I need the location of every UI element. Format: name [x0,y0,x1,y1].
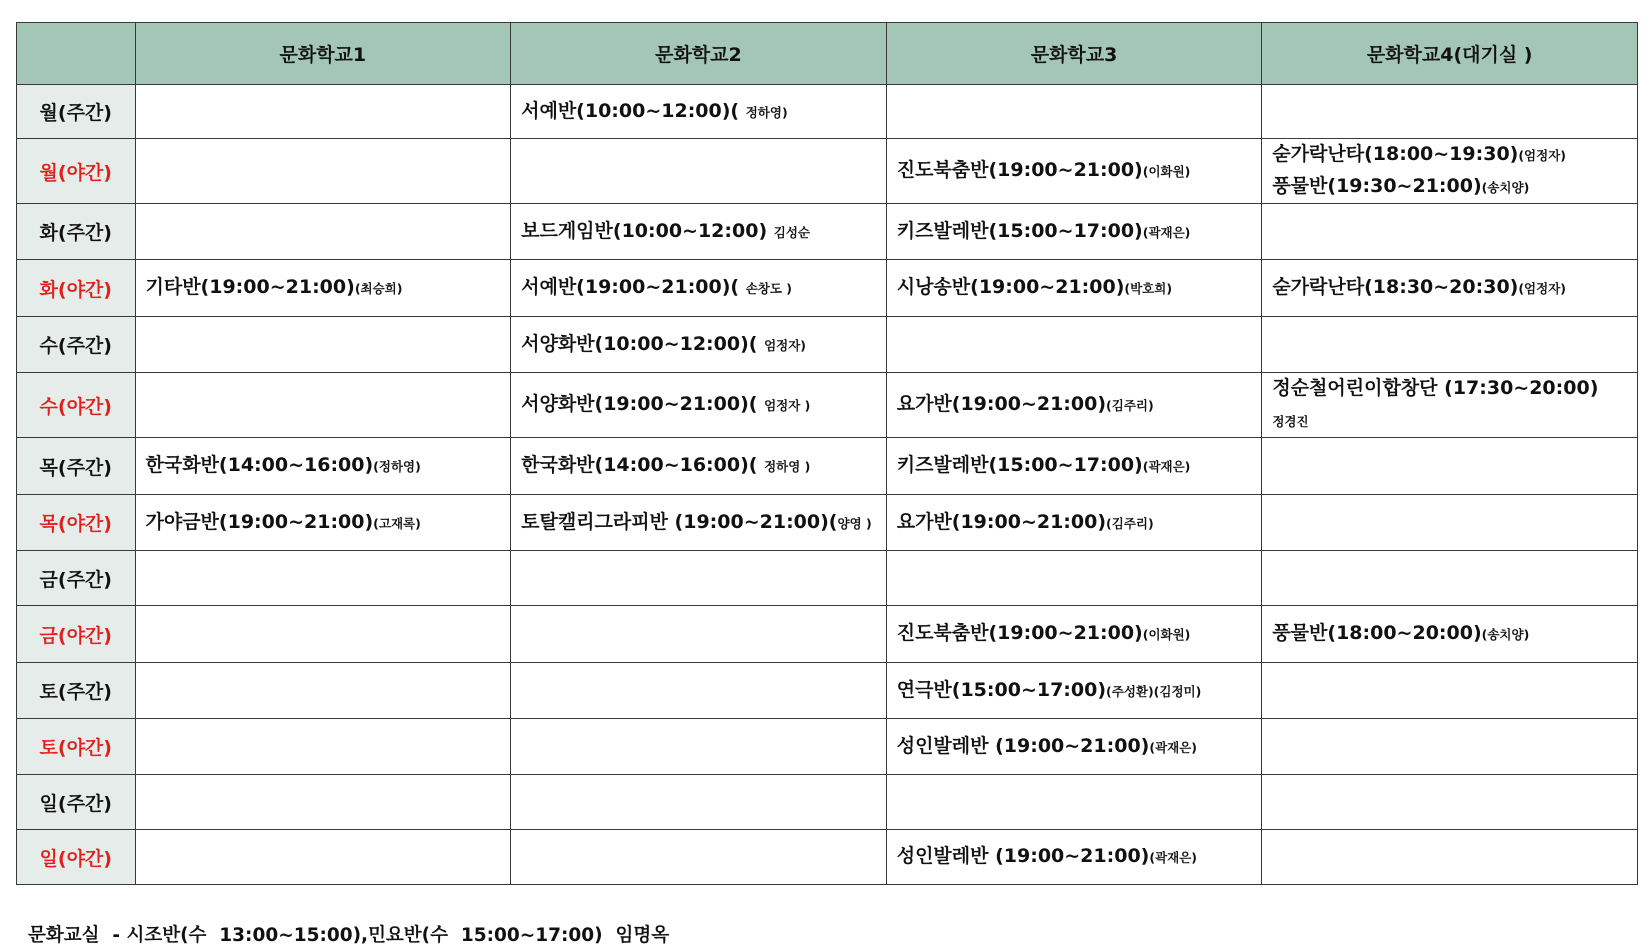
instructor-name: 양영 ) [837,515,872,531]
class-name-time: 기타반(19:00~21:00) [145,276,355,298]
class-cell-school-2 [511,317,887,373]
class-entry [1272,171,1627,203]
class-name-time: 서예반(10:00~12:00)( [521,99,746,122]
class-cell-school-2 [511,551,887,606]
class-cell-school-1 [135,830,511,885]
class-cell-school-2 [511,775,887,830]
class-cell-school-1 [135,606,511,663]
class-cell-school-2 [511,204,887,260]
table-row [17,373,1638,438]
class-name-time: 시낭송반(19:00~21:00) [896,276,1125,298]
class-cell-school-1 [135,438,511,495]
header-school-2: 문화학교2 [511,23,887,85]
class-name-time: 서양화반(19:00~21:00)( [521,393,765,415]
class-cell-school-3 [886,551,1262,606]
instructor-name: (엄정자) [1518,148,1566,163]
class-entry [897,731,1252,763]
class-cell-school-1 [135,373,511,438]
instructor-name: 엄정자) [764,337,807,353]
day-label: 금(야간) [17,606,136,663]
day-label: 토(야간) [17,719,136,775]
class-cell-school-3 [886,85,1262,139]
class-name-time: 진도북춤반(19:00~21:00) [896,159,1143,181]
class-name-time: 진도북춤반(19:00~21:00) [896,622,1143,644]
class-cell-school-2 [511,373,887,438]
class-name-time: 정순철어린이합창단 (17:30~20:00) [1272,377,1599,399]
class-entry [897,841,1252,873]
schedule-table [16,22,1638,885]
class-name-time: 숟가락난타(18:00~19:30) [1272,143,1519,165]
instructor-name: 엄정자 ) [764,398,811,413]
class-cell-school-1 [135,719,511,775]
class-cell-school-3 [886,438,1262,495]
day-label: 토(주간) [17,663,136,719]
class-name-time: 한국화반(14:00~16:00)( [521,454,765,476]
class-name-time: 요가반(19:00~21:00) [896,393,1107,415]
class-name-time: 풍물반(18:00~20:00) [1272,622,1482,644]
day-label: 금(주간) [17,551,136,606]
table-row [17,85,1638,139]
class-cell-school-3 [886,204,1262,260]
class-cell-school-1 [135,317,511,373]
instructor-name: (곽재은) [1149,739,1198,755]
class-cell-school-2 [511,85,887,139]
class-cell-school-2 [511,830,887,885]
day-label: 목(야간) [17,495,136,551]
class-entry [521,216,876,248]
instructor-name: (곽재은) [1149,850,1198,865]
class-entry [897,675,1252,707]
instructor-name: (주성환)(김정미) [1106,683,1202,699]
class-name-time: 성인발레반 (19:00~21:00) [896,734,1150,757]
class-name-time: 토탈캘리그라피반 (19:00~21:00)( [521,510,838,533]
class-cell-school-1 [135,551,511,606]
class-cell-school-1 [135,85,511,139]
class-entry [521,389,876,421]
class-entry [1272,618,1627,650]
class-cell-school-1 [135,204,511,260]
class-entry [1272,139,1627,171]
table-row [17,495,1638,551]
table-row [17,204,1638,260]
table-row [17,139,1638,204]
class-cell-school-4 [1262,260,1638,317]
day-label: 수(주간) [17,317,136,373]
class-cell-school-4 [1262,139,1638,204]
header-school-3: 문화학교3 [886,23,1262,85]
class-cell-school-1 [135,139,511,204]
table-row [17,260,1638,317]
class-name-time: 풍물반(19:30~21:00) [1272,175,1482,197]
day-label: 일(야간) [17,830,136,885]
class-cell-school-3 [886,663,1262,719]
table-row [17,438,1638,495]
class-cell-school-3 [886,139,1262,204]
class-name-time: 성인발레반 (19:00~21:00) [896,845,1150,867]
class-cell-school-3 [886,719,1262,775]
class-cell-school-2 [511,495,887,551]
class-entry [897,155,1252,187]
class-cell-school-2 [511,438,887,495]
schedule-body [17,85,1638,885]
class-entry [521,450,876,482]
class-name-time: 한국화반(14:00~16:00) [145,454,374,476]
table-row [17,663,1638,719]
class-entry [1272,405,1627,437]
day-label: 월(주간) [17,85,136,139]
class-entry [897,618,1252,650]
class-cell-school-4 [1262,317,1638,373]
class-entry [146,450,501,482]
table-row [17,830,1638,885]
class-cell-school-4 [1262,85,1638,139]
class-cell-school-4 [1262,495,1638,551]
table-row [17,317,1638,373]
table-row [17,719,1638,775]
class-cell-school-3 [886,830,1262,885]
instructor-name: 손창도 ) [745,281,793,296]
class-name-time: 키즈발레반(15:00~17:00) [896,454,1143,476]
instructor-name: (송치양) [1481,180,1530,195]
class-entry [1272,272,1627,304]
class-entry [521,507,876,539]
class-cell-school-3 [886,495,1262,551]
footer-note: 문화교실 - 시조반(수 13:00~15:00),민요반(수 15:00~17:00) 임명옥 [28,925,670,946]
corner-cell [17,23,136,85]
class-entry [521,96,876,128]
class-cell-school-4 [1262,775,1638,830]
instructor-name: (이화원) [1142,164,1191,179]
instructor-name: (고재록) [373,515,421,531]
instructor-name: (곽재은) [1142,459,1191,474]
class-cell-school-4 [1262,606,1638,663]
class-cell-school-2 [511,719,887,775]
class-cell-school-3 [886,317,1262,373]
class-cell-school-4 [1262,830,1638,885]
class-entry [897,507,1252,539]
class-entry [1272,373,1627,405]
day-label: 화(야간) [17,260,136,317]
table-row [17,606,1638,663]
class-name-time: 숟가락난타(18:30~20:30) [1272,276,1519,298]
instructor-name: (송치양) [1481,627,1530,642]
day-label: 목(주간) [17,438,136,495]
class-cell-school-4 [1262,438,1638,495]
class-cell-school-4 [1262,663,1638,719]
class-cell-school-4 [1262,551,1638,606]
class-entry [146,507,501,539]
instructor-name: (곽재은) [1142,224,1191,240]
class-entry [897,272,1252,304]
instructor-name: (김주리) [1106,515,1154,531]
table-row [17,551,1638,606]
class-entry [521,272,876,304]
instructor-name: 정경진 [1272,414,1309,429]
day-label: 월(야간) [17,139,136,204]
class-cell-school-2 [511,260,887,317]
class-cell-school-3 [886,260,1262,317]
class-cell-school-4 [1262,373,1638,438]
instructor-name: 김성순 [773,224,810,240]
instructor-name: (엄정자) [1518,281,1566,296]
class-name-time: 키즈발레반(15:00~17:00) [896,219,1143,242]
instructor-name: (김주리) [1106,398,1154,413]
class-cell-school-3 [886,373,1262,438]
class-name-time: 연극반(15:00~17:00) [896,678,1107,701]
class-name-time: 보드게임반(10:00~12:00) [521,219,774,242]
instructor-name: (정하영) [373,459,421,474]
class-cell-school-3 [886,775,1262,830]
class-name-time: 서양화반(10:00~12:00)( [521,332,765,355]
class-entry [897,450,1252,482]
instructor-name: (이화원) [1142,627,1191,642]
day-label: 화(주간) [17,204,136,260]
header-row [17,23,1638,85]
class-entry [897,216,1252,248]
instructor-name: (최승희) [354,281,403,296]
header-school-1: 문화학교1 [135,23,511,85]
day-label: 수(야간) [17,373,136,438]
class-name-time: 요가반(19:00~21:00) [896,510,1107,533]
class-cell-school-2 [511,663,887,719]
class-cell-school-3 [886,606,1262,663]
class-entry [897,389,1252,421]
class-cell-school-4 [1262,719,1638,775]
class-cell-school-2 [511,606,887,663]
header-school-4: 문화학교4(대기실 ) [1262,23,1638,85]
instructor-name: 정하영) [745,104,788,120]
table-row [17,775,1638,830]
class-entry [146,272,501,304]
instructor-name: (박호희) [1124,281,1173,296]
class-cell-school-1 [135,775,511,830]
class-cell-school-4 [1262,204,1638,260]
class-cell-school-1 [135,495,511,551]
class-cell-school-1 [135,663,511,719]
class-cell-school-1 [135,260,511,317]
class-name-time: 가야금반(19:00~21:00) [145,510,374,533]
instructor-name: 정하영 ) [764,459,811,474]
class-entry [521,329,876,361]
day-label: 일(주간) [17,775,136,830]
class-cell-school-2 [511,139,887,204]
class-name-time: 서예반(19:00~21:00)( [521,276,746,298]
